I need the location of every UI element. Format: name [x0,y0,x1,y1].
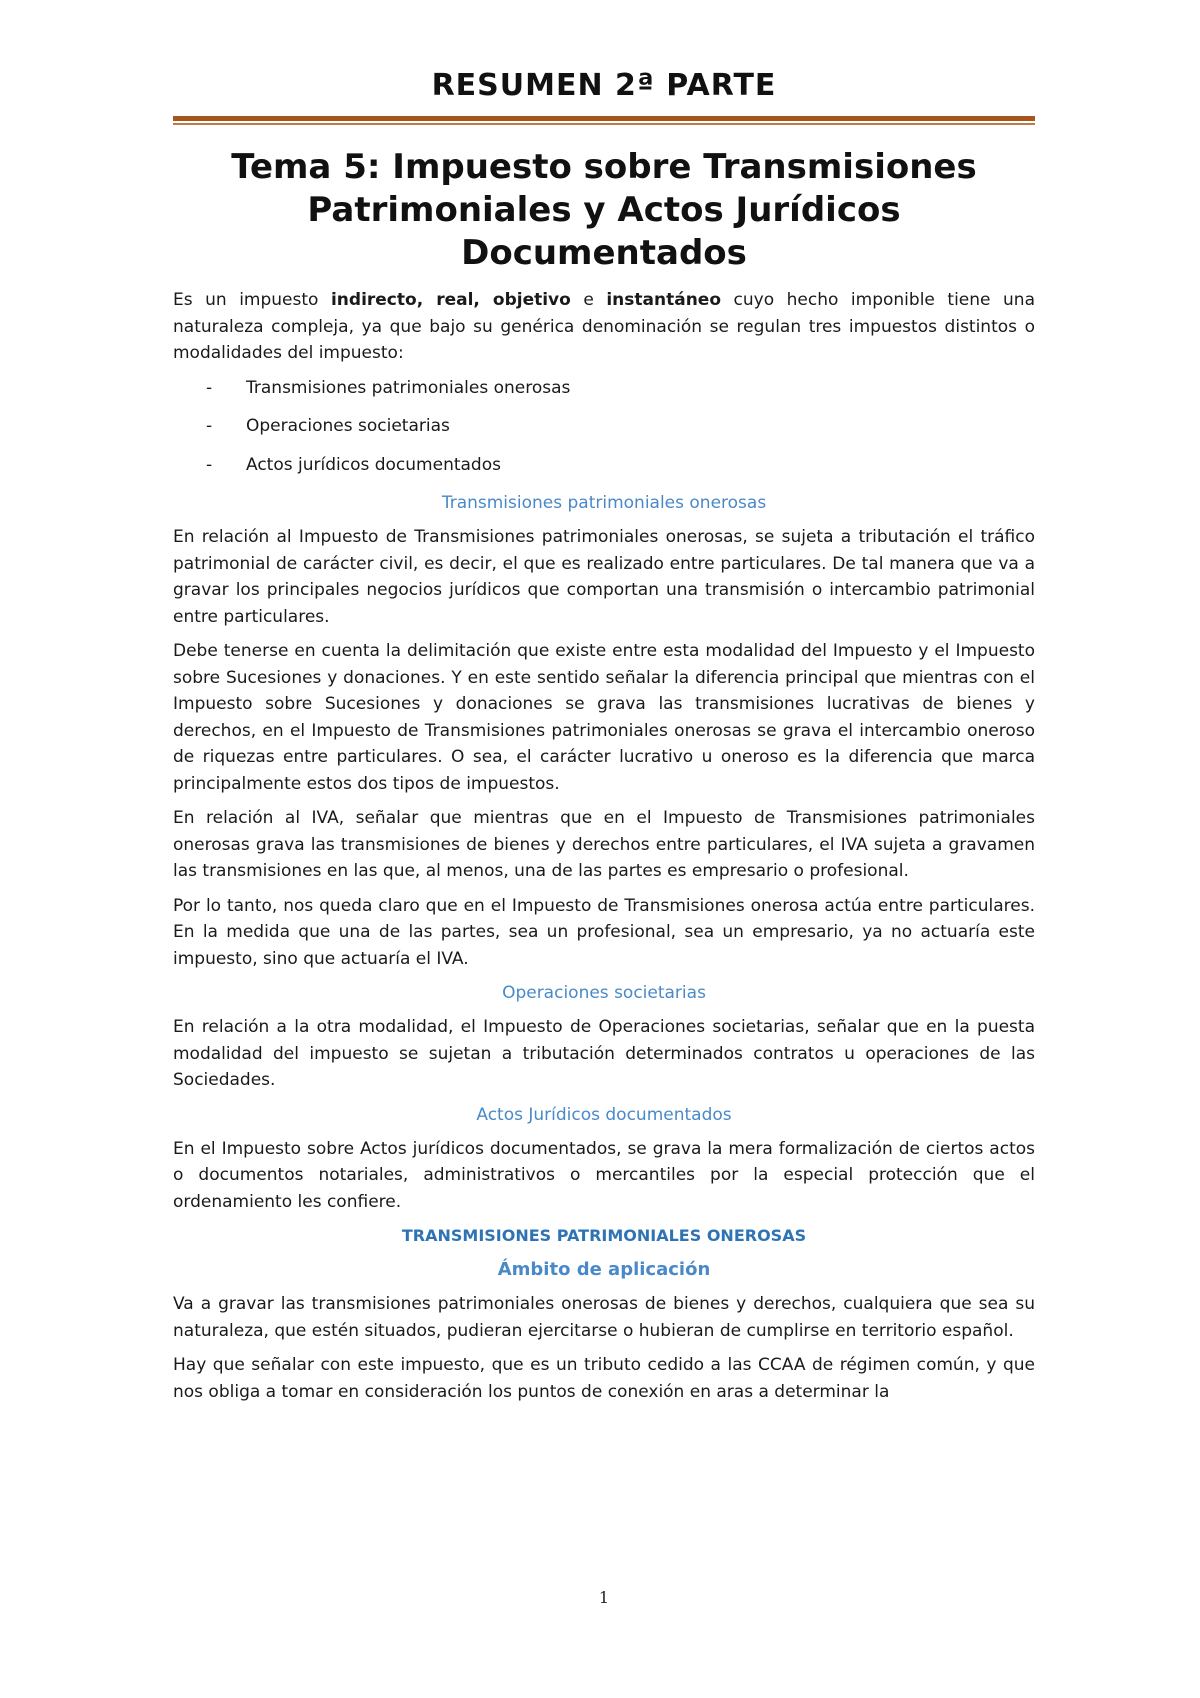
caps-section-heading: TRANSMISIONES PATRIMONIALES ONEROSAS [401,1226,807,1245]
modalities-list [173,375,1035,479]
header-rule-thin [173,123,1035,125]
paragraph: Por lo tanto, nos queda claro que en el Impuesto de Transmisiones onerosa actúa entre particulares. En la medida que una de las partes, sea un profesional, sea un empresario, ya no actuaría este impuesto, sino que actuaría el IVA. [173,895,1035,969]
paragraph: Va a gravar las transmisiones patrimoniales onerosas de bienes y derechos, cualquiera que sea su naturaleza, que estén situados, pudieran ejercitarse o hubieran de cumplirse en territorio español. [173,1294,1035,1341]
intro-text-1: Es un impuesto [173,290,331,310]
intro-text-3: cuyo hecho imponible tiene una naturaleza compleja, ya que bajo su genérica denominación se regulan tres impuestos distintos o modalidades del impuesto: [173,290,1035,363]
paragraph: En relación al IVA, señalar que mientras que en el Impuesto de Transmisiones patrimoniales onerosas grava las transmisiones de bienes y derechos entre particulares, el IVA sujeta a gravamen las transmisiones en las que, al menos, una de las partes es empresario o profesional. [173,808,1035,881]
paragraph: Debe tenerse en cuenta la delimitación que existe entre esta modalidad del Impuesto y el Impuesto sobre Sucesiones y donaciones. Y en este sentido señalar la diferencia principal que mientras con el Impuesto sobre Sucesiones y donaciones se grava las transmisiones lucrativas de bienes y derechos, en el Impuesto de Transmisiones patrimoniales onerosas se grava el intercambio oneroso de riquezas entre particulares. O sea, el carácter lucrativo u oneroso es la diferencia que marca principalmente estos dos tipos de impuestos. [173,641,1035,794]
header-rule [173,116,1035,121]
section-heading: Actos Jurídicos documentados [476,1104,732,1125]
intro-bold-term: instantáneo [606,290,722,310]
page-number: 1 [598,1588,610,1607]
list-item-text: Transmisiones patrimoniales onerosas [246,377,571,398]
section-heading: Transmisiones patrimoniales onerosas [441,493,767,513]
list-item [173,375,1035,402]
intro-bold-terms: indirecto, real, objetivo [330,290,571,310]
list-item-text: Actos jurídicos documentados [246,454,501,475]
running-header-title: RESUMEN 2ª PARTE [431,68,777,103]
list-item [173,452,1035,479]
intro-text-2: e [570,290,607,310]
subsection-heading: Ámbito de aplicación [497,1259,711,1280]
document-body [173,146,1035,1413]
intro-paragraph [173,287,1035,367]
document-title: Tema 5: Impuesto sobre Transmisiones Patrimoniales y Actos Jurídicos Documentados [231,147,977,273]
dash-marker: - [206,416,213,436]
paragraph: En relación a la otra modalidad, el Impuesto de Operaciones societarias, señalar que en la puesta modalidad del impuesto se sujetan a tributación determinados contratos u operaciones de las Sociedades. [173,1017,1035,1090]
paragraph: Hay que señalar con este impuesto, que es un tributo cedido a las CCAA de régimen común, y que nos obliga a tomar en consideración los puntos de conexión en aras a determinar la [173,1355,1035,1402]
list-item [173,413,1035,440]
section-heading: Operaciones societarias [502,983,706,1003]
dash-marker: - [206,377,213,398]
list-item-text: Operaciones societarias [246,416,450,436]
dash-marker: - [206,454,213,475]
paragraph: En el Impuesto sobre Actos jurídicos documentados, se grava la mera formalización de ciertos actos o documentos notariales, administrativos o mercantiles por la especial protección que el ordenamiento les confiere. [173,1138,1035,1212]
paragraph: En relación al Impuesto de Transmisiones patrimoniales onerosas, se sujeta a tributación el tráfico patrimonial de carácter civil, es decir, el que es realizado entre particulares. De tal manera que va a gravar los principales negocios jurídicos que comportan una transmisión o intercambio patrimonial entre particulares. [173,527,1035,627]
